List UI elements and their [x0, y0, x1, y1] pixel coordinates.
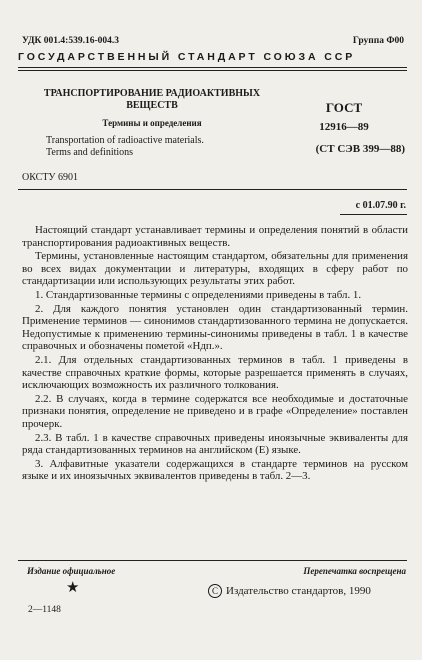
- copyright-text: Издательство стандартов, 1990: [226, 585, 371, 597]
- print-code: 2—1148: [28, 605, 61, 615]
- paragraph: Настоящий стандарт устанавливает термины и определения понятий в области транспортирования радиоактивных веществ.: [22, 224, 408, 249]
- standard-banner: ГОСУДАРСТВЕННЫЙ СТАНДАРТ СОЮЗА ССР: [18, 51, 356, 63]
- copyright-icon: С: [208, 584, 222, 598]
- st-sev-number: (СТ СЭВ 399—88): [315, 143, 405, 155]
- paragraph: 1. Стандартизованные термины с определениями приведены в табл. 1.: [35, 288, 362, 301]
- body-text: [22, 224, 408, 483]
- subtitle: Термины и определения: [102, 118, 202, 128]
- okstu-code: ОКСТУ 6901: [22, 172, 79, 183]
- paragraph: Термины, установленные настоящим стандартом, обязательны для применения во всех видах документации и литературы, входящих в сферу работ по стандартизации или использующих результаты этих работ.: [22, 250, 408, 288]
- group-code: Группа Ф00: [352, 36, 404, 46]
- title-line-2: ВЕЩЕСТВ: [126, 100, 178, 111]
- divider: [18, 189, 407, 190]
- gost-number: 12916—89: [319, 121, 369, 133]
- english-title-line-1: Transportation of radioactive materials.: [46, 135, 204, 146]
- udk-code: УДК 001.4:539.16-004.3: [22, 36, 120, 46]
- gost-label: ГОСТ: [325, 100, 363, 115]
- reprint-prohibited-label: Перепечатка воспрещена: [303, 566, 406, 576]
- paragraph: 2.1. Для отдельных стандартизованных терминов в табл. 1 приведены в качестве справочных краткие формы, которые разрешается применять в случаях, исключающих возможность их различного толкования.: [22, 353, 408, 392]
- effective-date-underline: [340, 214, 407, 215]
- title-line-1: ТРАНСПОРТИРОВАНИЕ РАДИОАКТИВНЫХ: [43, 88, 261, 99]
- paragraph: 2.3. В табл. 1 в качестве справочных приведены иноязычные эквиваленты для ряда стандартизованных терминов на английском (Е) языке.: [22, 431, 408, 457]
- gost-block: [283, 100, 405, 133]
- divider: [18, 560, 407, 561]
- star-icon: ★: [66, 580, 80, 596]
- official-edition-label: Издание официальное: [27, 566, 116, 576]
- divider: [18, 70, 407, 71]
- effective-date: с 01.07.90 г.: [355, 200, 406, 211]
- paragraph: 3. Алфавитные указатели содержащихся в стандарте терминов на русском языке и их иноязычных эквивалентов приведены в табл. 2—3.: [22, 457, 408, 483]
- paragraph: 2.2. В случаях, когда в термине содержатся все необходимые и достаточные признаки понятия, определение не приведено и в графе «Определение» поставлен прочерк.: [22, 392, 408, 430]
- paragraph: 2. Для каждого понятия установлен один стандартизованный термин. Применение терминов — синонимов стандартизованного термина не допускается. Недопустимые к применению термины-синонимы приведены в табл. 1 в качестве справочных и обозначены пометой «Ндп.».: [22, 302, 408, 353]
- title-block: [38, 88, 266, 128]
- english-title-line-2: Terms and definitions: [46, 147, 134, 158]
- english-title: [46, 135, 266, 159]
- copyright-line: [208, 584, 371, 598]
- divider: [18, 67, 407, 68]
